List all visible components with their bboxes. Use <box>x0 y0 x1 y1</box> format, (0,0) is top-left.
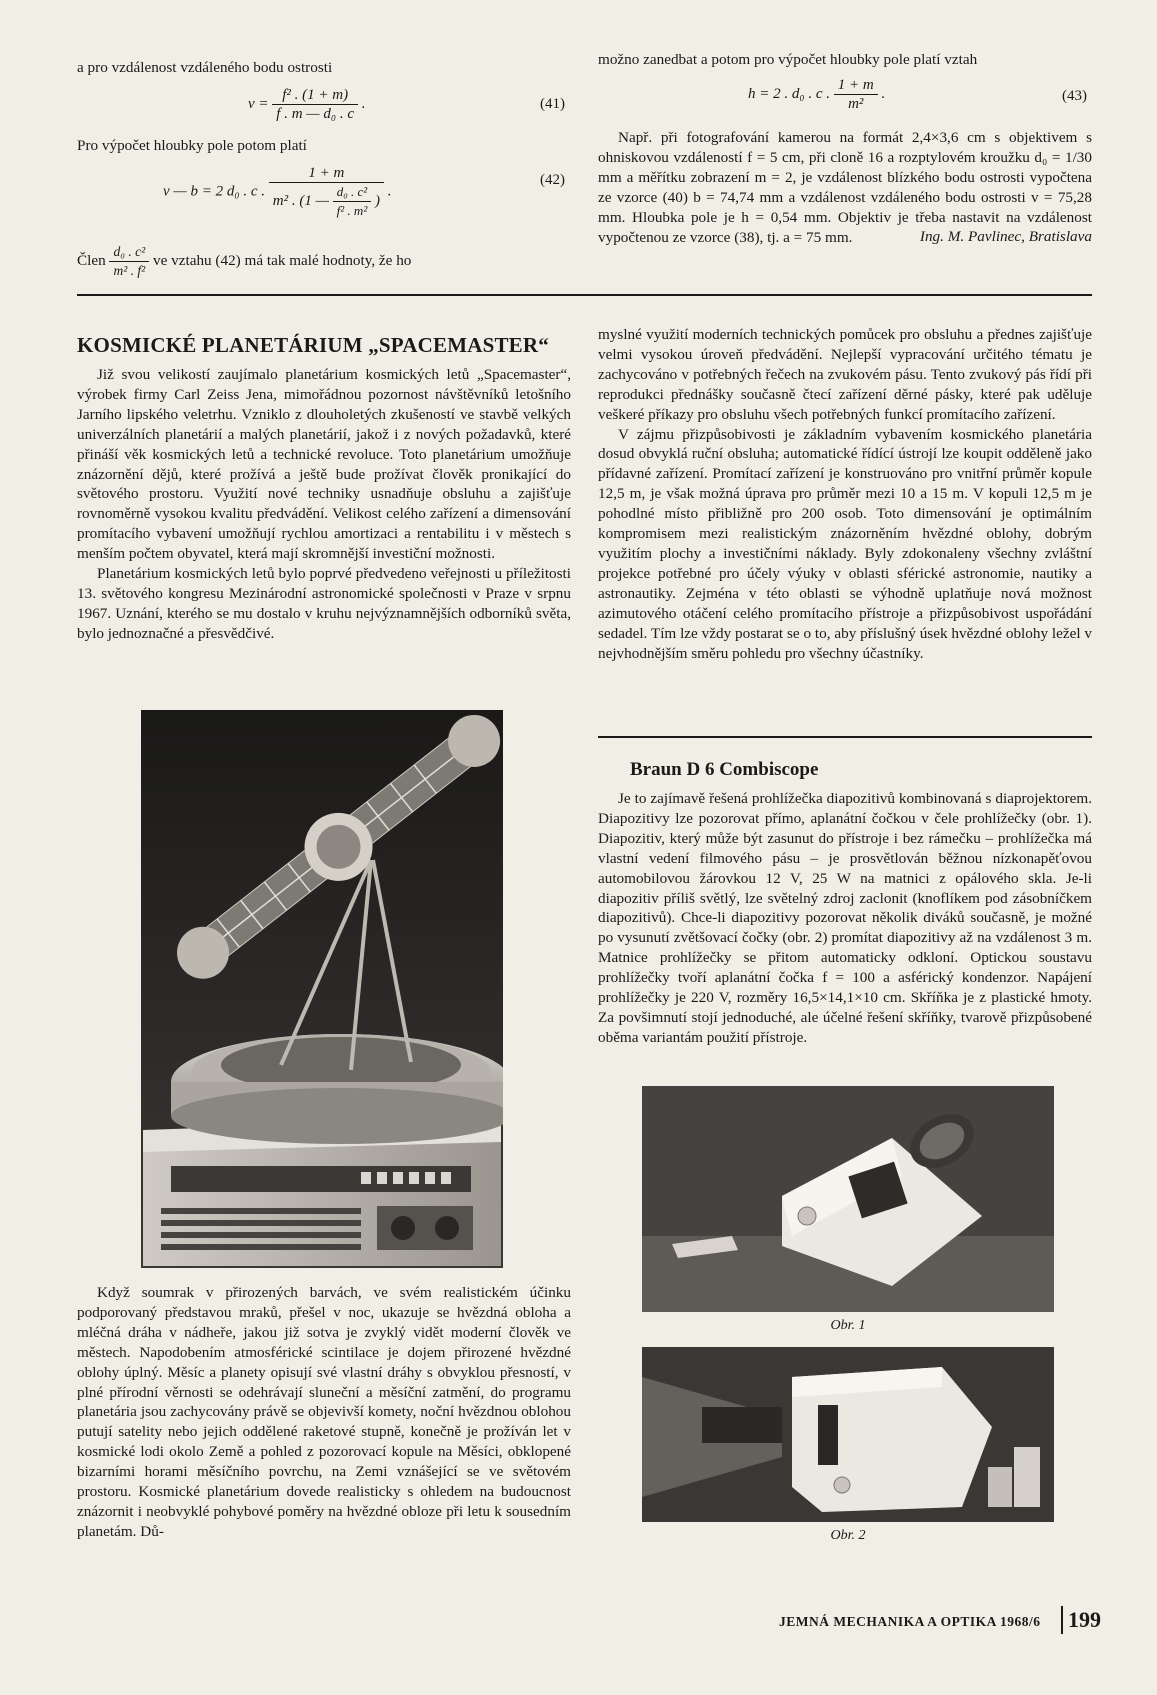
equation-42-number: (42) <box>540 172 565 188</box>
paragraph: Když soumrak v přirozených barvách, ve svém realistickém účinku podporovaný představou mraků, přešel v noc, ukazuje se hvězdná obloha a mléčná dráha v nádheře, jakou již sotva je zvyklý vidět moderní člověk ve městech. Napodobením atmosférické scintilace je dojem přirozené hvězdné oblohy úplný. Měsíc a planety opisují své vlastní dráhy s obvyklou přesností, v plné přírodní věrnosti se odehrávají sluneční a měsíční zatmění, do programu planetária jsou zachycovány právě se objevivší komety, noční hvězdnou oblohou putují satelity nebo jejich oddělené raketové stupně, konečně je prožíván let v kosmické lodi okolo Země a pohled z pozorovací kopule na Měsíci, obklopené bizarními horami měsíčního povrchu, na Zemi vznášející se ve světovém prostoru. Kosmické planetárium dovede realisticky s ohledem na budoucnost znázornit i neobvyklé pohybové poměry na hvězdné obloze při letu k sousedním planetám. Dů- <box>77 1284 571 1540</box>
top-left-between: Pro výpočet hloubky pole potom platí <box>77 137 307 154</box>
paragraph: V zájmu přizpůsobivosti je základním vybavením kosmického planetária dosud obvyklá ruční obsluha; automatické řídící ústrojí lze koupit odděleně jako přídavné zařízení. Promítací zařízení je konstruováno pro vnitřní průměr kopule 12,5 m, je však možná úprava pro průměr mezi 10 a 15 m. V kopuli 12,5 m je pohodlné místo přibližně pro 200 osob. Toto dimensování je optimálním kompromisem mezi realistickým znázorněním hvězdné oblohy, dobrým využitím plochy a investičními náklady. Byly zdokonaleny všechny zvláštní projekce potřebné pro účely výuky v oblasti sférické astronomie, nautiky a astronautiky. Zejména v této oblasti se výhodně uplatňuje nová možnost azimutového otáčení celého promítacího přístroje a přizpůsobivost uspořádání sedadel. Tím lze vždy postarat se o to, aby příslušný úsek hvězdné oblohy ležel v nejvhodnějším směru pohledu pro všechny účastníky. <box>598 425 1092 662</box>
article1-left-bottom <box>77 1283 571 1542</box>
article1-left-top <box>77 365 571 644</box>
footer-separator <box>1061 1606 1063 1634</box>
article-divider <box>598 736 1092 738</box>
top-right-example: Např. při fotografování kamerou na formát 2,4×3,6 cm s objektivem s ohniskovou vzdáleností f = 5 cm, při cloně 16 a rozptylovém kroužku d₀ = 1/30 mm a měřítku zobrazení m = 2, je vzdálenost blízkého bodu ostrosti vypočtena ze vzorce (40) b = 74,74 mm a vzdálenost vzdáleného bodu ostrosti v = 75,28 mm. Hloubka pole je h = 0,54 mm. Objektiv je třeba nastavit na vzdálenost vypočtenou ze vzorce (38), tj. a = 75 mm. Ing. M. Pavlinec, Bratislava <box>598 129 1092 246</box>
article1-right <box>598 325 1092 663</box>
top-left-clen: Člen $\frac{\text{d₀ . c²}}{\text{m² . f²}}$ ve vztahu (42) má tak malé hodnoty, že ho <box>77 244 412 278</box>
section-divider <box>77 294 1092 296</box>
article-title-planetarium: KOSMICKÉ PLANETÁRIUM „SPACEMASTER“ <box>77 333 549 357</box>
combiscope-viewer-illustration <box>642 1086 1054 1312</box>
paragraph: Je to zajímavě řešená prohlížečka diapozitivů kombinovaná s diaprojektorem. Diapozitivy lze pozorovat přímo, aplanátní čočkou v čele prohlížečky (obr. 1). Diapozitiv, který může být zasunut do přístroje i bez rámečku – prohlížečka má vlastní vedení filmového pásu – je prosvětlován běžnou nízkonapěťovou automobilovou žárovkou 12 V, 25 W na matnici z opálového skla. Je-li diapozitiv příliš světlý, lze světelný zdroj zaclonit (knoflíkem pod zásobníčkem diapozitivů). Chce-li diapozitivy pozorovat několik diváků současně, je možné po vysunutí zvětšovací čočky (obr. 2) promítat diapozitivy až na vzdálenost 3 m. Matnice prohlížečky se přitom automaticky odkloní. Optickou soustavu prohlížečky tvoří aplanátní čočka f = 100 a asférický kondenzor. Napájení prohlížečky je 220 V, rozměry 16,5×14,1×10 cm. Skříňka je z plastické hmoty. Za povšimnutí stojí jednoduché, ale účelné řešení skříňky, tvarově přizpůsobené oběma variantám použití přístroje. <box>598 790 1092 1046</box>
equation-41-number: (41) <box>540 96 565 112</box>
combiscope-photo-1 <box>642 1086 1054 1312</box>
page-number: 199 <box>1068 1607 1101 1632</box>
equation-42: v — b = 2 d₀ . c . 1 + m m² . (1 — $\frac{\text{d₀ . c²}}{\text{f² . m²}}$ ) . <box>163 165 392 218</box>
paragraph: Již svou velikostí zaujímalo planetárium kosmických letů „Spacemaster“, výrobek firmy Carl Zeiss Jena, mimořádnou pozornost návštěvníků letošního Jarního lipského veletrhu. Vzniklo z dlouholetých zkušeností ve stavbě velkých univerzálních planetárií a malých planetárií, jakož i z nových požadavků, které přináší věk kosmických letů a technické revoluce. Toto planetárium umožňuje znázornění dějů, které prožívá a ještě bude prožívat člověk pronikající do světového prostoru. Využití nové techniky usnadňuje obsluhu a zajišťuje rovnoměrně vysokou kvalitu předvádění. Velikost celého zařízení a dimensování promítacího vybavení umožňují rychlou amortizaci a rentabilitu i v městech s menším počtem obyvatel, která mají skromnější investiční možnosti. <box>77 366 571 563</box>
planetarium-projector-illustration <box>141 710 503 1268</box>
article-title-combiscope: Braun D 6 Combiscope <box>630 759 819 780</box>
planetarium-photo <box>141 710 503 1268</box>
figure-caption-1: Obr. 1 <box>830 1318 866 1333</box>
equation-43: h = 2 . d₀ . c . $\frac{1 + m}{\text{m²}}$ . <box>748 77 886 112</box>
journal-footer: JEMNÁ MECHANIKA A OPTIKA 1968/6 <box>779 1614 1041 1629</box>
top-left-intro: a pro vzdálenost vzdáleného bodu ostrosti <box>77 59 333 76</box>
equation-41: v = $\frac{\text{f² . (1 + m)}}{\text{f . m — d₀ . c}}$ . <box>248 87 366 122</box>
top-right-intro: možno zanedbat a potom pro výpočet hloubky pole platí vztah <box>598 51 978 68</box>
paragraph: myslné využití moderních technických pomůcek pro obsluhu a přednes zajišťuje velmi vysokou úroveň předvádění. Nejlepší vypracování určitého tématu je zachycováno v potřebných řečech na zvukovém pásu. Tento zvukový pás řídí při reprodukci přednášky současně čtecí zařízení děrné pásky, které pak uděluje veškeré příkazy pro obsluhu všech potřebných funkcí promítacího zařízení. <box>598 326 1092 423</box>
combiscope-photo-2 <box>642 1347 1054 1522</box>
article2-body <box>598 789 1092 1048</box>
paragraph: Planetárium kosmických letů bylo poprvé předvedeno veřejnosti u příležitosti 13. světového kongresu Mezinárodní astronomické společnosti v Praze v srpnu 1967. Uznání, kterého se mu dostalo v kruhu nejvýznamnějších odborníků světa, bylo jednoznačné a přesvědčivé. <box>77 565 571 642</box>
author-signature: Ing. M. Pavlinec, Bratislava <box>919 228 1092 246</box>
combiscope-projector-illustration <box>642 1347 1054 1522</box>
equation-43-number: (43) <box>1062 88 1087 104</box>
figure-caption-2: Obr. 2 <box>830 1528 866 1543</box>
